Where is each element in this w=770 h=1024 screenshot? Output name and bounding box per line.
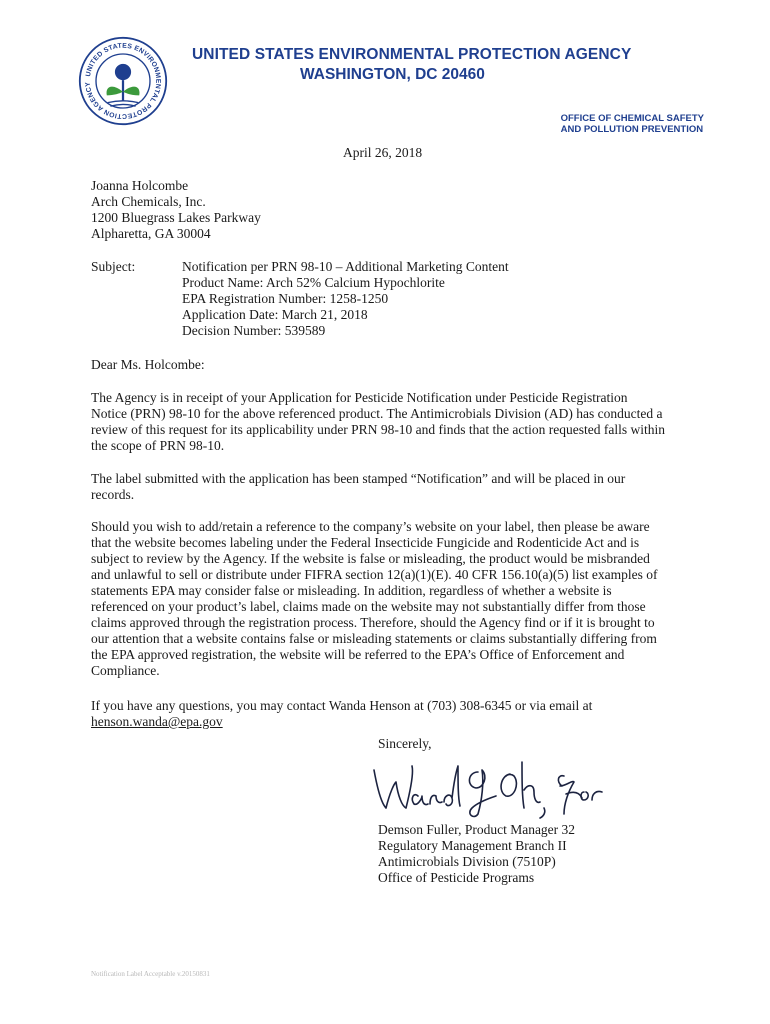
signer-division: Antimicrobials Division (7510P) <box>378 854 556 869</box>
paragraph-line: our attention that a website contains false or misleading statements or claims substantially differing from <box>91 631 657 646</box>
recipient-city: Alpharetta, GA 30004 <box>91 226 211 241</box>
contact-email-link[interactable]: henson.wanda@epa.gov <box>91 714 223 729</box>
subject-line: Application Date: March 21, 2018 <box>182 307 368 322</box>
paragraph-line: Notice (PRN) 98-10 for the above referenced product. The Antimicrobials Division (AD) has conducted a <box>91 406 663 421</box>
epa-seal-logo <box>78 36 168 126</box>
body-paragraph-4 <box>91 698 701 730</box>
letter-date: April 26, 2018 <box>343 145 423 160</box>
paragraph-line: claims approved through the registration process. Therefore, should the Agency find or if it is brought to <box>91 615 655 630</box>
paragraph-line: that the website becomes labeling under the Federal Insecticide Fungicide and Rodenticide Act and is <box>91 535 640 550</box>
office-line-2: AND POLLUTION PREVENTION <box>560 124 704 135</box>
paragraph-line: The label submitted with the application has been stamped “Notification” and will be placed in our <box>91 471 626 486</box>
recipient-address <box>91 178 261 242</box>
subject-line: Decision Number: 539589 <box>182 323 326 338</box>
agency-city: WASHINGTON, DC 20460 <box>300 66 485 83</box>
body-paragraph-2 <box>91 471 701 503</box>
signer-branch: Regulatory Management Branch II <box>378 838 567 853</box>
footer-note: Notification Label Acceptable v.20150831 <box>91 970 210 978</box>
subject-label: Subject: <box>91 259 136 274</box>
signer-name-title: Demson Fuller, Product Manager 32 <box>378 822 576 837</box>
recipient-street: 1200 Bluegrass Lakes Parkway <box>91 210 261 225</box>
paragraph-line: If you have any questions, you may contact Wanda Henson at (703) 308-6345 or via email at <box>91 698 593 713</box>
subject-lines <box>182 259 509 339</box>
paragraph-line: statements EPA may consider false or misleading. In addition, regardless of whether a website is <box>91 583 612 598</box>
paragraph-line: referenced on your product’s label, claims made on the website may not substantially differ from those <box>91 599 646 614</box>
paragraph-line: review of this request for its applicability under PRN 98-10 and finds that the action requested falls within <box>91 422 665 437</box>
recipient-name: Joanna Holcombe <box>91 178 189 193</box>
recipient-company: Arch Chemicals, Inc. <box>91 194 206 209</box>
paragraph-line: Compliance. <box>91 663 160 678</box>
subject-line: Notification per PRN 98-10 – Additional Marketing Content <box>182 259 509 274</box>
agency-name: UNITED STATES ENVIRONMENTAL PROTECTION AGENCY <box>192 46 632 63</box>
signer-office: Office of Pesticide Programs <box>378 870 535 885</box>
paragraph-line: records. <box>91 487 135 502</box>
seal-ring-text: UNITED STATES ENVIRONMENTAL PROTECTION AGENCY <box>84 42 162 120</box>
body-paragraph-3 <box>91 519 701 679</box>
office-name <box>561 113 704 135</box>
paragraph-line: The Agency is in receipt of your Application for Pesticide Notification under Pesticide Registration <box>91 390 628 405</box>
paragraph-line: and unlawful to sell or distribute under FIFRA section 12(a)(1)(E). 40 CFR 156.10(a)(5) list examples of <box>91 567 658 582</box>
paragraph-line: the EPA approved registration, the website will be referred to the EPA’s Office of Enforcement and <box>91 647 625 662</box>
signer-block <box>378 822 575 886</box>
paragraph-line: subject to review by the Agency. If the website is false or misleading, the product would be misbranded <box>91 551 650 566</box>
subject-line: Product Name: Arch 52% Calcium Hypochlorite <box>182 275 445 290</box>
subject-line: EPA Registration Number: 1258-1250 <box>182 291 389 306</box>
paragraph-line: Should you wish to add/retain a reference to the company’s website on your label, then please be aware <box>91 519 650 534</box>
email-line <box>91 714 701 730</box>
closing: Sincerely, <box>378 736 432 751</box>
office-line-1: OFFICE OF CHEMICAL SAFETY <box>560 113 704 124</box>
paragraph-line: the scope of PRN 98-10. <box>91 438 225 453</box>
handwritten-signature <box>368 752 608 822</box>
salutation: Dear Ms. Holcombe: <box>91 357 205 372</box>
body-paragraph-1 <box>91 390 701 454</box>
